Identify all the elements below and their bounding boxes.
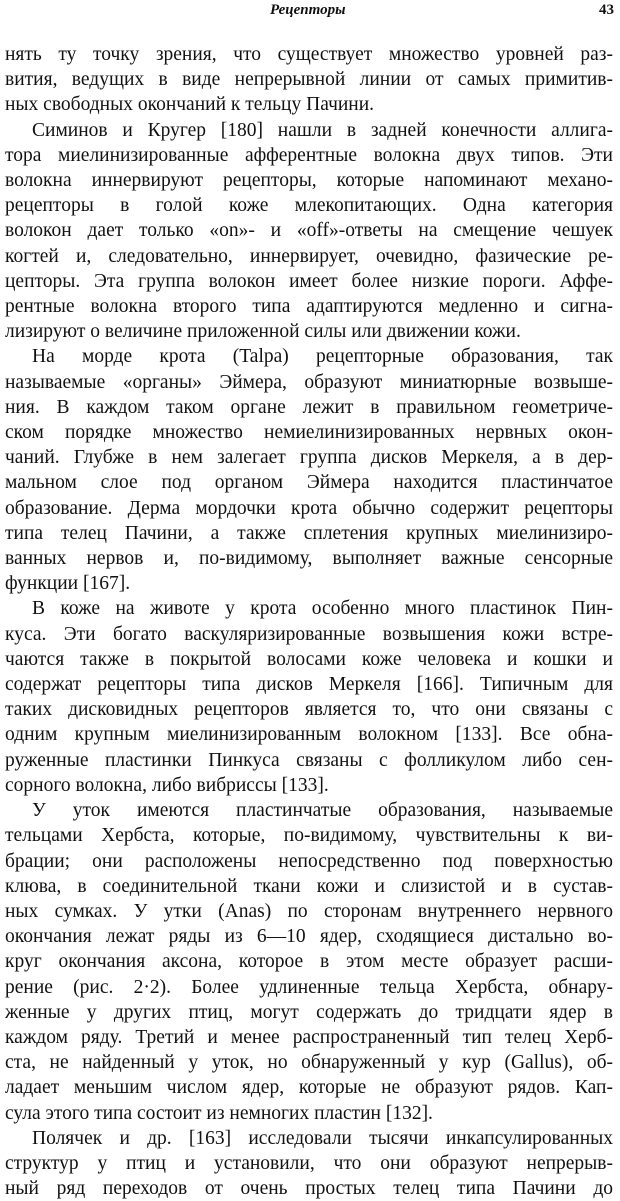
text-line: одним крупным миелинизированным волокном [133]. Все обна- (5, 724, 613, 746)
page-number: 43 (599, 2, 614, 18)
text-line: рецепторы в голой коже млекопитающих. Одна категория (5, 195, 613, 217)
text-line: мальном слое под органом Эймера находится пластинчатое (5, 472, 613, 494)
text-line: каждом ряду. Третий и менее распространенный тип телец Херб- (5, 1026, 613, 1048)
text-line: сула этого типа состоит из немногих пластин [132]. (5, 1102, 433, 1124)
text-line: типа телец Пачини, а также сплетения крупных миелинизиро- (5, 522, 613, 544)
text-line: чаний. Глубже в нем залегает группа дисков Меркеля, а в дер- (5, 447, 613, 469)
text-line: ладает меньшим числом ядер, которые не образуют рядов. Кап- (5, 1077, 613, 1099)
text-line: тора миелинизированные афферентные волокна двух типов. Эти (5, 144, 613, 166)
paragraph-5 (5, 798, 613, 1126)
text-line: называемые «органы» Эймера, образуют миниатюрные возвыше- (5, 371, 613, 393)
text-line: ных свободных окончаний к тельцу Пачини. (5, 94, 375, 116)
paragraph-3 (5, 344, 613, 596)
text-line: цепторы. Эта группа волокон имеет более низкие пороги. Аффе- (5, 270, 613, 292)
text-line: рение (рис. 2·2). Более удлиненные тельца Хербста, обнару- (5, 976, 613, 998)
text-line: структур у птиц и установили, что они образуют непрерыв- (5, 1152, 613, 1174)
text-line: брации; они расположены непосредственно под поверхностью (5, 850, 613, 872)
text-line: ста, не найденный у уток, но обнаруженный у кур (Gallus), об- (5, 1052, 613, 1074)
text-line: содержат рецепторы типа дисков Меркеля [166]. Типичным для (5, 674, 613, 696)
paragraph-4 (5, 596, 613, 798)
paragraph-6 (5, 1126, 613, 1201)
text-line: рентные волокна второго типа адаптируются медленно и сигна- (5, 296, 613, 318)
text-line: функции [167]. (5, 573, 131, 595)
text-line: лизируют о величине приложенной силы или движении кожи. (5, 321, 521, 343)
body-text (5, 42, 613, 1201)
text-line: ском порядке множество немиелинизированных нервных окон- (5, 422, 613, 444)
text-line: образование. Дерма мордочки крота обычно содержит рецепторы (5, 497, 613, 519)
text-line: вития, ведущих в виде непрерывной линии от самых примитив- (5, 69, 613, 91)
text-line: Симинов и Кругер [180] нашли в задней конечности аллига- (32, 119, 613, 141)
text-line: руженные пластинки Пинкуса связаны с фолликулом либо сен- (5, 749, 613, 771)
text-line: В коже на животе у крота особенно много пластинок Пин- (32, 598, 613, 620)
text-line: когтей и, следовательно, иннервирует, очевидно, фазические ре- (5, 245, 613, 267)
text-line: окончания лежат ряды из 6—10 ядер, сходящиеся дистально во- (5, 926, 613, 948)
paragraph-2 (5, 118, 613, 345)
text-line: тельцами Хербста, которые, по-видимому, чувствительны к ви- (5, 825, 613, 847)
text-line: куса. Эти богато васкуляризированные возвышения кожи встре- (5, 623, 613, 645)
text-line: женные у других птиц, могут содержать до тридцати ядер в (5, 1001, 613, 1023)
text-line: нять ту точку зрения, что существует множество уровней раз- (5, 44, 613, 65)
text-line: клюва, в соединительной ткани кожи и слизистой и в сустав- (5, 875, 613, 897)
text-line: таких дисковидных рецепторов является то, что они связаны с (5, 699, 613, 721)
text-line: ный ряд переходов от очень простых телец типа Пачини до (5, 1178, 613, 1200)
text-line: ных сумках. У утки (Anas) по сторонам внутреннего нервного (5, 900, 613, 922)
running-title: Рецепторы (270, 2, 346, 18)
text-line: волокон дает только «on»- и «off»-ответы на смещение чешуек (5, 220, 613, 242)
text-line: ванных нервов и, по-видимому, выполняет важные сенсорные (5, 548, 613, 570)
text-line: Полячек и др. [163] исследовали тысячи инкапсулированных (32, 1127, 613, 1149)
text-line: ния. В каждом таком органе лежит в правильном геометриче- (5, 396, 613, 418)
text-line: У уток имеются пластинчатые образования, называемые (32, 800, 613, 822)
text-line: круг окончания аксона, которое в этом месте образует расши- (5, 951, 613, 973)
paragraph-1 (5, 42, 613, 118)
text-line: На морде крота (Talpa) рецепторные образования, так (32, 346, 613, 368)
text-line: сорного волокна, либо вибриссы [133]. (5, 774, 329, 796)
text-line: чаются также в покрытой волосами коже человека и кошки и (5, 648, 613, 670)
text-line: волокна иннервируют рецепторы, которые напоминают механо- (5, 170, 613, 192)
